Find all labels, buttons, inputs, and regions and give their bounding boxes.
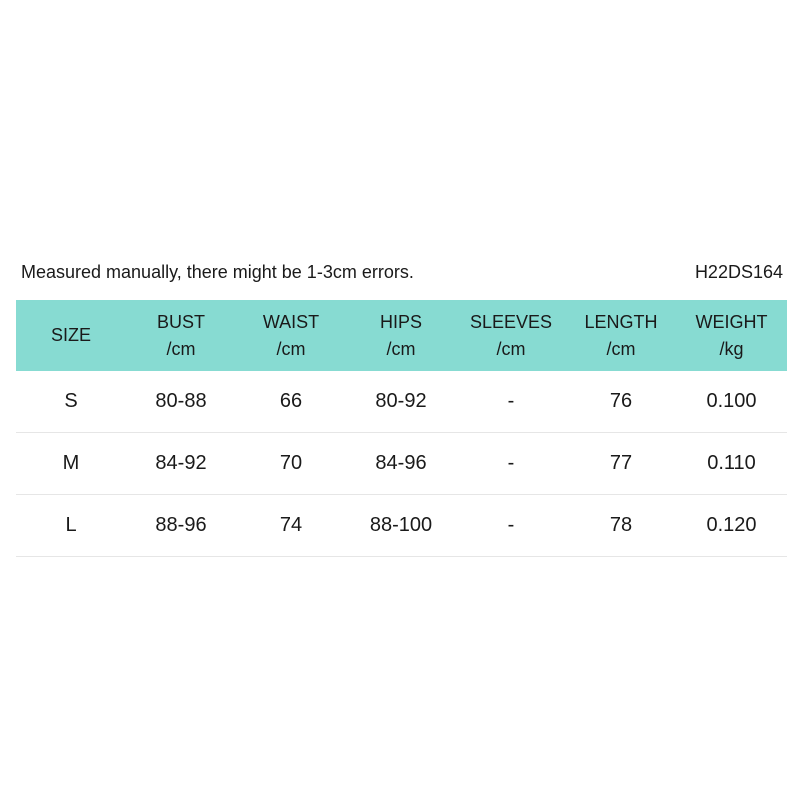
header-unit: /cm bbox=[386, 338, 416, 359]
header-unit: /cm bbox=[606, 338, 636, 359]
header-label: BUST bbox=[156, 311, 205, 332]
header-label: HIPS bbox=[379, 311, 422, 332]
header-cell-weight bbox=[676, 300, 787, 371]
info-bar bbox=[21, 259, 783, 285]
table-row-m bbox=[16, 433, 787, 495]
table-cell: - bbox=[507, 452, 515, 474]
table-cell: 76 bbox=[609, 390, 633, 412]
table-cell: 80-88 bbox=[155, 390, 207, 412]
table-cell: 0.120 bbox=[706, 514, 757, 536]
header-unit: /kg bbox=[719, 338, 744, 359]
header-cell-size bbox=[16, 300, 126, 371]
table-cell: - bbox=[507, 514, 515, 536]
table-cell: 0.110 bbox=[707, 452, 756, 474]
header-label: WEIGHT bbox=[695, 311, 768, 332]
header-label: WAIST bbox=[262, 311, 320, 332]
table-cell: L bbox=[65, 514, 77, 536]
table-cell: S bbox=[64, 390, 78, 412]
header-cell-hips bbox=[346, 300, 456, 371]
table-cell: M bbox=[62, 452, 80, 474]
header-label: LENGTH bbox=[584, 311, 658, 332]
header-label: SIZE bbox=[50, 325, 91, 345]
header-cell-sleeves bbox=[456, 300, 566, 371]
table-cell: 0.100 bbox=[706, 390, 757, 412]
table-cell: 66 bbox=[279, 390, 303, 412]
header-label: SLEEVES bbox=[469, 311, 553, 332]
size-table bbox=[16, 300, 787, 557]
header-cell-length bbox=[566, 300, 676, 371]
header-unit: /cm bbox=[276, 338, 306, 359]
product-code: H22DS164 bbox=[694, 261, 783, 282]
header-cell-waist bbox=[236, 300, 346, 371]
header-cell-bust bbox=[126, 300, 236, 371]
table-row-l bbox=[16, 495, 787, 557]
header-unit: /cm bbox=[166, 338, 196, 359]
table-cell: 77 bbox=[609, 452, 633, 474]
table-cell: - bbox=[507, 390, 515, 412]
table-cell: 88-100 bbox=[369, 514, 433, 536]
table-cell: 78 bbox=[609, 514, 633, 536]
table-cell: 80-92 bbox=[375, 390, 427, 412]
table-cell: 84-92 bbox=[155, 452, 207, 474]
table-cell: 70 bbox=[279, 452, 303, 474]
table-cell: 74 bbox=[279, 514, 303, 536]
table-cell: 84-96 bbox=[375, 452, 427, 474]
table-row-s bbox=[16, 371, 787, 433]
measurement-note: Measured manually, there might be 1-3cm errors. bbox=[21, 261, 414, 282]
table-cell: 88-96 bbox=[155, 514, 207, 536]
header-unit: /cm bbox=[496, 338, 526, 359]
table-header bbox=[16, 300, 787, 371]
